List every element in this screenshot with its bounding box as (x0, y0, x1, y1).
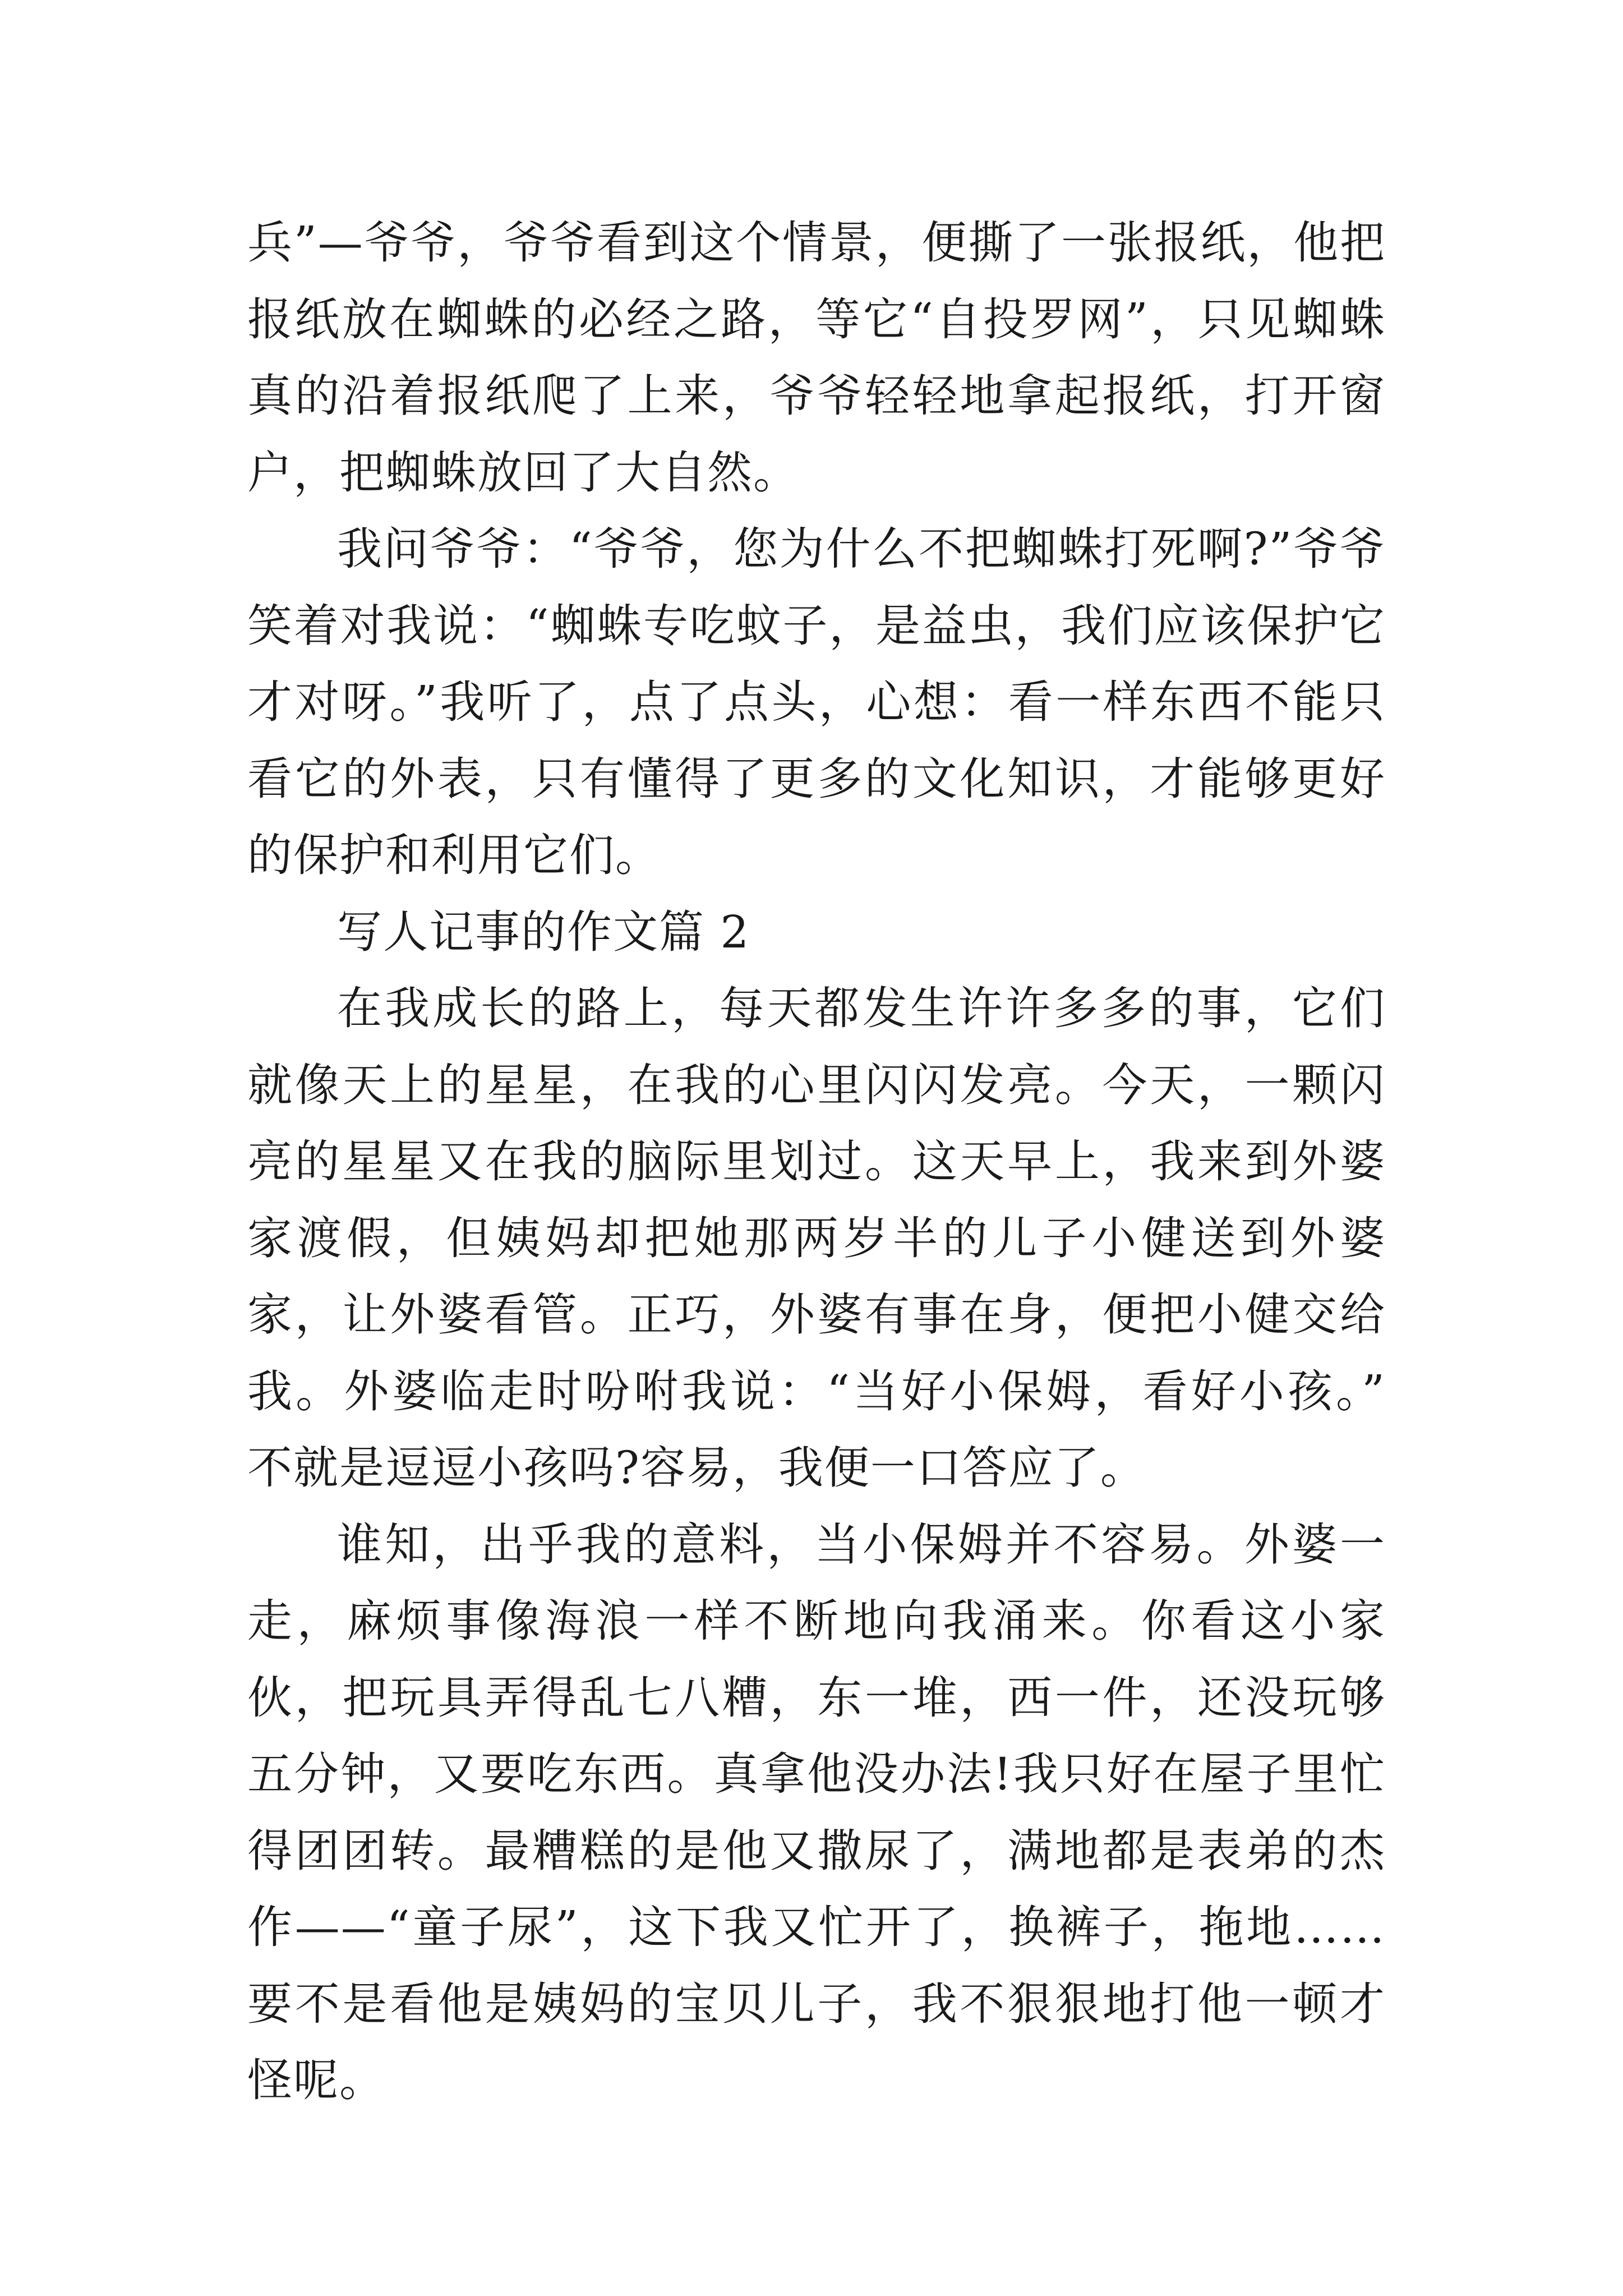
paragraph-babysitting: 谁知，出乎我的意料，当小保姆并不容易。外婆一走，麻烦事像海浪一样不断地向我涌来。你看这小家伙，把玩具弄得乱七八糟，东一堆，西一件，还没玩够五分钟，又要吃东西。真拿他没办法!我只好在屋子里忙得团团转。最糟糕的是他又撒尿了，满地都是表弟的杰作——“童子尿”，这下我又忙开了，换裤子，拖地……要不是看他是姨妈的宝贝儿子，我不狠狠地打他一顿才怪呢。 (247, 1518, 1386, 2106)
document-body (247, 205, 1386, 2119)
paragraph-grandpa-dialogue: 我问爷爷：“爷爷，您为什么不把蜘蛛打死啊?”爷爷笑着对我说：“蜘蛛专吃蚊子，是益虫，我们应该保护它才对呀。”我听了，点了点头，心想：看一样东西不能只看它的外表，只有懂得了更多的文化知识，才能够更好的保护和利用它们。 (247, 523, 1386, 881)
paragraph-growing-up: 在我成长的路上，每天都发生许许多多的事，它们就像天上的星星，在我的心里闪闪发亮。今天，一颗闪亮的星星又在我的脑际里划过。这天早上，我来到外婆家渡假，但姨妈却把她那两岁半的儿子小健送到外婆家，让外婆看管。正巧，外婆有事在身，便把小健交给我。外婆临走时吩咐我说：“当好小保姆，看好小孩。” 不就是逗逗小孩吗?容易，我便一口答应了。 (247, 982, 1386, 1494)
paragraph-continued: 兵”—爷爷，爷爷看到这个情景，便撕了一张报纸，他把报纸放在蜘蛛的必经之路，等它“自投罗网”，只见蜘蛛真的沿着报纸爬了上来，爷爷轻轻地拿起报纸，打开窗户，把蜘蛛放回了大自然。 (247, 217, 1386, 499)
section-heading: 写人记事的作文篇 2 (337, 905, 750, 958)
